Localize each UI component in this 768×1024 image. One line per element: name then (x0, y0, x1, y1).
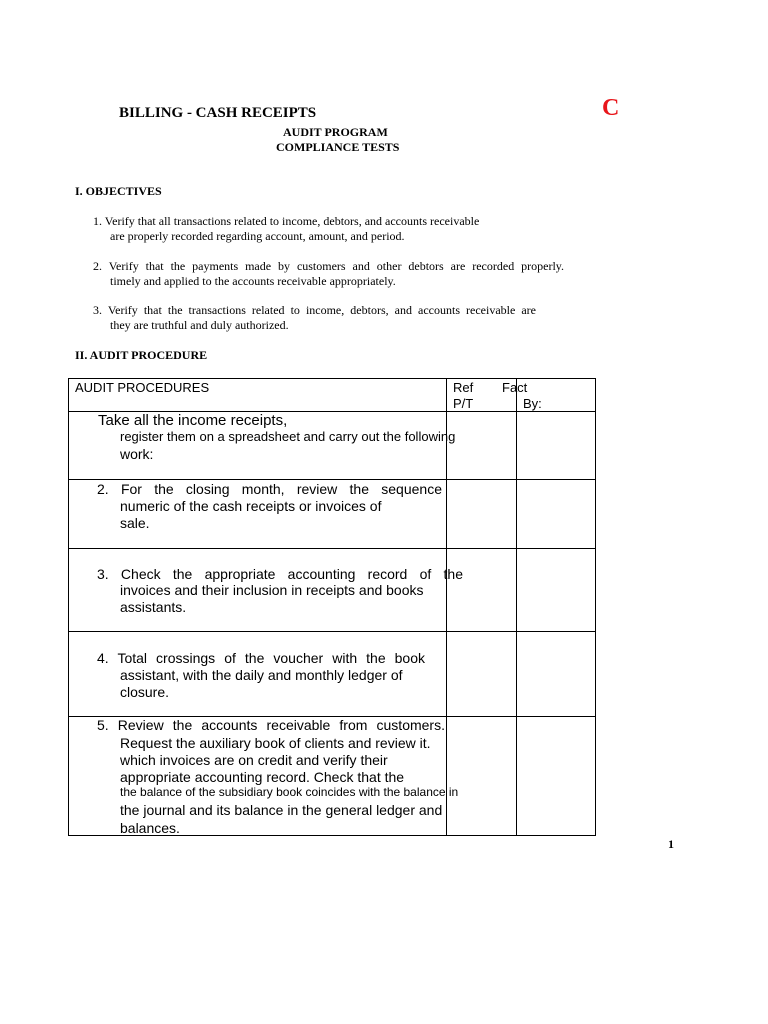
procedure-3-line: assistants. (120, 599, 187, 615)
objective-2-line-1: 2. Verify that the payments made by customers and other debtors are recorded properly. (93, 259, 564, 273)
table-column-divider (516, 378, 517, 836)
procedure-3-line: invoices and their inclusion in receipts and books (120, 582, 424, 598)
procedure-3-line: 3. Check the appropriate accounting record of the (97, 566, 463, 582)
procedure-5-line: the balance of the subsidiary book coincides with the balance in (120, 785, 459, 799)
procedure-5-line: Request the auxiliary book of clients and review it. (120, 735, 431, 751)
objective-item-1 (93, 214, 564, 244)
document-title: BILLING - CASH RECEIPTS (119, 105, 317, 121)
procedure-4-line: 4. Total crossings of the voucher with the book (97, 650, 425, 666)
procedure-5-line: balances. (120, 820, 180, 836)
procedure-1-line: register them on a spreadsheet and carry out the following (120, 429, 456, 444)
procedure-5-line: 5. Review the accounts receivable from customers. (97, 717, 445, 733)
procedure-5-line: which invoices are on credit and verify their (120, 752, 388, 768)
audit-procedure-heading: II. AUDIT PROCEDURE (75, 348, 208, 362)
table-border-left (68, 378, 69, 836)
column-header-fact-line-1: Fact (502, 380, 528, 395)
procedure-2-line: numeric of the cash receipts or invoices of (120, 498, 382, 514)
table-border-right (595, 378, 596, 836)
column-header-ref-line-1: Ref (453, 380, 474, 395)
objective-1-line-1: 1. Verify that all transactions related to income, debtors, and accounts receivable (93, 214, 480, 228)
column-header-ref-line-2: P/T (453, 396, 474, 411)
column-header-fact-line-2: By: (523, 396, 542, 411)
procedure-4-line: closure. (120, 684, 170, 700)
procedure-1-line: work: (120, 446, 154, 462)
table-column-divider (446, 378, 447, 836)
objective-3-line-1: 3. Verify that the transactions related to income, debtors, and accounts receivable are (93, 303, 536, 317)
document-subtitle-audit-program: AUDIT PROGRAM (283, 125, 388, 139)
procedure-4-line: assistant, with the daily and monthly ledger of (120, 667, 403, 683)
objective-item-2 (93, 259, 564, 289)
objective-3-line-2: they are truthful and duly authorized. (110, 318, 289, 332)
procedure-5-line: appropriate accounting record. Check that the (120, 769, 405, 785)
column-header-audit-procedures: AUDIT PROCEDURES (75, 380, 210, 395)
objectives-heading: I. OBJECTIVES (75, 184, 162, 198)
section-letter: C (602, 95, 620, 121)
procedure-5-line: the journal and its balance in the general ledger and (120, 802, 443, 818)
procedure-1-line: Take all the income receipts, (98, 412, 288, 429)
objective-1-line-2: are properly recorded regarding account, amount, and period. (110, 229, 405, 243)
page-number: 1 (668, 837, 674, 851)
procedure-2-line: sale. (120, 515, 150, 531)
procedure-2-line: 2. For the closing month, review the sequence (97, 481, 442, 497)
objective-item-3 (93, 303, 536, 333)
objective-2-line-2: timely and applied to the accounts receivable appropriately. (110, 274, 396, 288)
document-subtitle-compliance-tests: COMPLIANCE TESTS (276, 140, 400, 154)
